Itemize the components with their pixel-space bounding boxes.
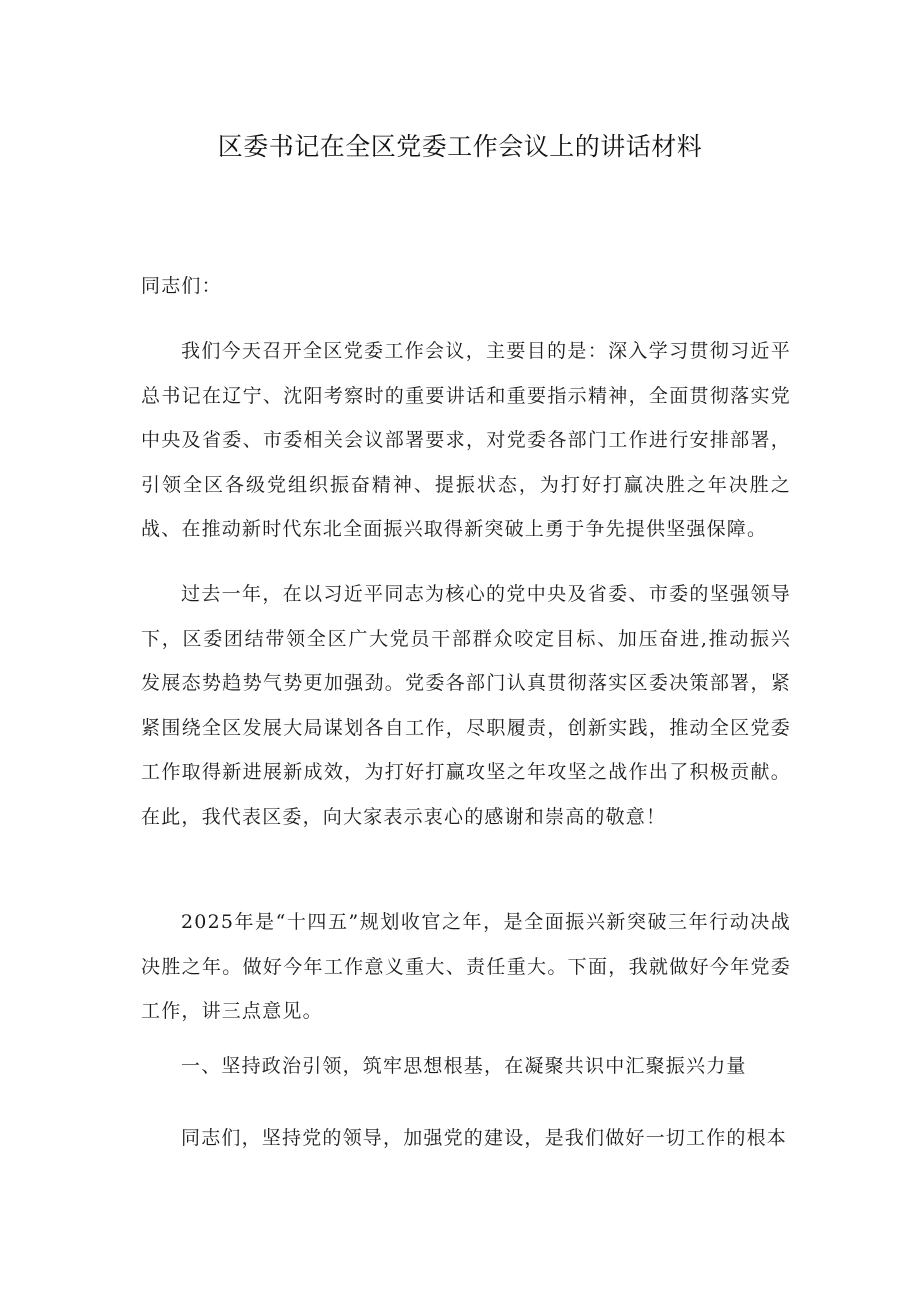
section-heading-one: 一、坚持政治引领，筑牢思想根基，在凝聚共识中汇聚振兴力量 xyxy=(181,1055,747,1077)
paragraph-section-one-start: 同志们，坚持党的领导，加强党的建设，是我们做好一切工作的根本 xyxy=(181,1127,788,1149)
paragraph-review: 过去一年，在以习近平同志为核心的党中央及省委、市委的坚强领导下，区委团结带领全区广大党员干部群众咬定目标、加压奋进,推动振兴发展态势趋势气势更加强劲。党委各部门认真贯彻落实区委决策部署，紧紧围绕全区发展大局谋划各自工作，尽职履责，创新实践，推动全区党委工作取得新进展新成效，为打好打赢攻坚之年攻坚之战作出了积极贡献。在此，我代表区委，向大家表示衷心的感谢和崇高的敬意！ xyxy=(141,583,791,828)
paragraph-outlook: 2025年是“十四五”规划收官之年，是全面振兴新突破三年行动决战决胜之年。做好今年工作意义重大、责任重大。下面，我就做好今年党委工作，讲三点意见。 xyxy=(141,911,791,1022)
document-title: 区委书记在全区党委工作会议上的讲话材料 xyxy=(217,132,703,161)
salutation: 同志们： xyxy=(141,275,222,297)
paragraph-intro: 我们今天召开全区党委工作会议，主要目的是：深入学习贯彻习近平总书记在辽宁、沈阳考察时的重要讲话和重要指示精神，全面贯彻落实党中央及省委、市委相关会议部署要求，对党委各部门工作进行安排部署，引领全区各级党组织振奋精神、提振状态，为打好打赢决胜之年决胜之战、在推动新时代东北全面振兴取得新突破上勇于争先提供坚强保障。 xyxy=(141,340,791,540)
